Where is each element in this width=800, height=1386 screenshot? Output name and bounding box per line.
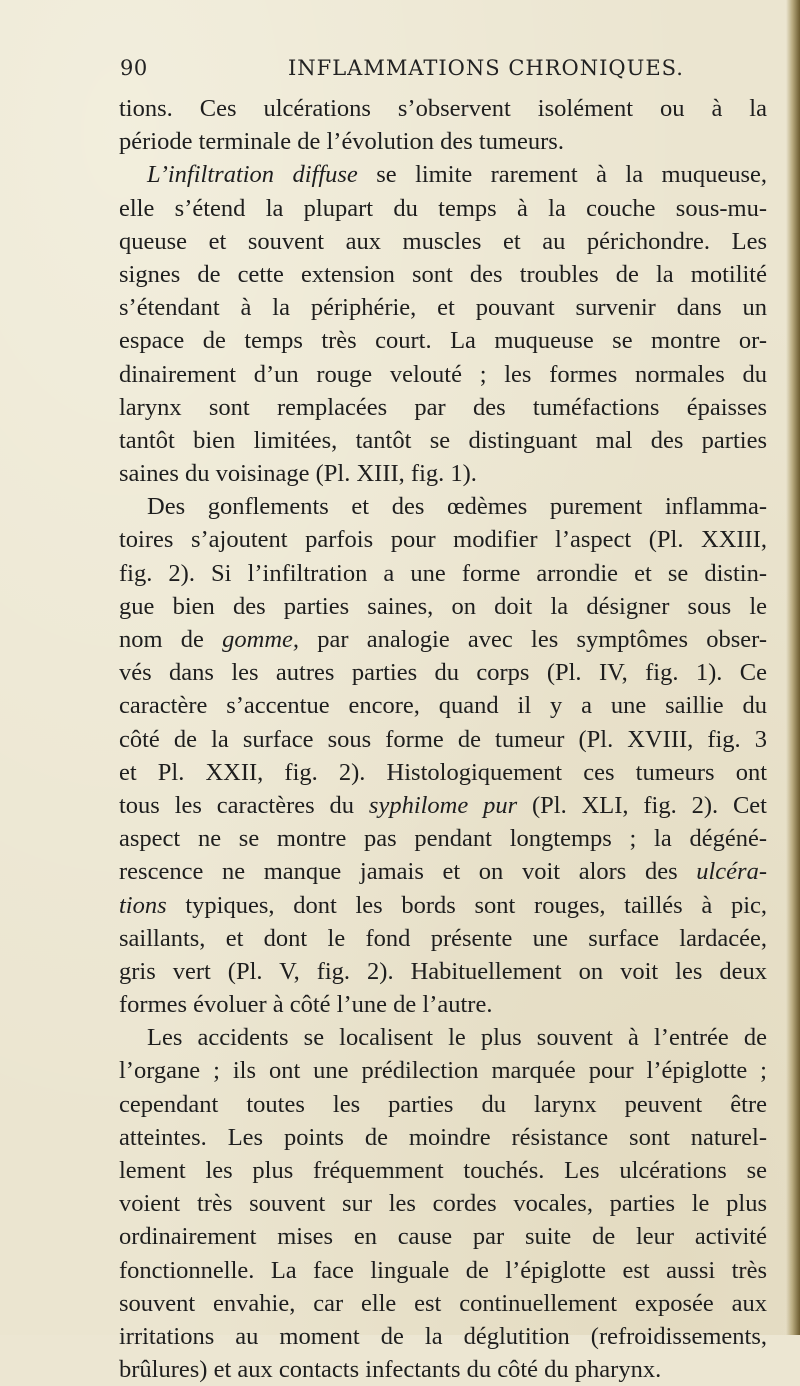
text-line: tions. Ces ulcérations s’observent isolément ou à la bbox=[119, 95, 767, 122]
text-line: cependant toutes les parties du larynx peuvent être bbox=[119, 1090, 767, 1118]
text-line bbox=[119, 889, 767, 922]
text-line: caractère s’accentue encore, quand il y a une saillie du bbox=[119, 692, 767, 720]
text-fragment: typiques, dont les bords sont rouges, taillés à pic, bbox=[185, 891, 768, 919]
text-fragment: tous les caractères du bbox=[119, 791, 355, 819]
text-line: Des gonflements et des œdèmes purement inflamma- bbox=[147, 493, 767, 521]
text-line: elle s’étend la plupart du temps à la couche sous-mu- bbox=[119, 194, 767, 222]
text-line: formes évoluer à côté l’une de l’autre. bbox=[119, 991, 493, 1019]
text-line: queuse et souvent aux muscles et au périchondre. Les bbox=[119, 227, 767, 255]
text-line: brûlures) et aux contacts infectants du côté du pharynx. bbox=[119, 1356, 662, 1384]
text-line: saines du voisinage (Pl. XIII, fig. 1). bbox=[119, 460, 477, 488]
text-line: tantôt bien limitées, tantôt se distinguant mal des parties bbox=[119, 426, 767, 454]
text-line: espace de temps très court. La muqueuse se montre or- bbox=[119, 327, 767, 355]
text-line: voient très souvent sur les cordes vocales, parties le plus bbox=[119, 1190, 767, 1218]
page-header bbox=[120, 52, 770, 86]
text-line: larynx sont remplacées par des tuméfactions épaisses bbox=[119, 393, 767, 421]
text-line: aspect ne se montre pas pendant longtemps ; la dégéné- bbox=[119, 825, 767, 853]
book-spine-shadow bbox=[786, 0, 800, 1335]
text-line: Les accidents se localisent le plus souvent à l’entrée de bbox=[147, 1024, 767, 1052]
text-fragment: par analogie avec les symptômes obser- bbox=[317, 626, 768, 653]
running-title: INFLAMMATIONS CHRONIQUES. bbox=[288, 56, 684, 80]
page-number: 90 bbox=[120, 56, 148, 80]
text-line: irritations au moment de la déglutition (refroidissements, bbox=[119, 1322, 767, 1350]
text-line: saillants, et dont le fond présente une surface lardacée, bbox=[119, 924, 767, 952]
text-line: toires s’ajoutent parfois pour modifier l’aspect (Pl. XXIII, bbox=[119, 526, 767, 554]
text-line: dinairement d’un rouge velouté ; les formes normales du bbox=[119, 360, 767, 388]
text-line: s’étendant à la périphérie, et pouvant survenir dans un bbox=[119, 294, 767, 322]
text-line: souvent envahie, car elle est continuellement exposée aux bbox=[119, 1289, 767, 1317]
italic-term: ulcéra- bbox=[696, 858, 767, 886]
text-fragment: (Pl. XLI, fig. 2). Cet bbox=[532, 791, 767, 819]
text-line: période terminale de l’évolution des tumeurs. bbox=[119, 128, 564, 156]
text-line: ordinairement mises en cause par suite de leur activité bbox=[119, 1223, 767, 1251]
text-line: vés dans les autres parties du corps (Pl. IV, fig. 1). Ce bbox=[119, 659, 767, 687]
text-line: l’organe ; ils ont une prédilection marquée pour l’épiglotte ; bbox=[119, 1057, 767, 1085]
text-line: atteintes. Les points de moindre résistance sont naturel- bbox=[119, 1123, 767, 1151]
text-line: fig. 2). Si l’infiltration a une forme arrondie et se distin- bbox=[119, 559, 767, 587]
italic-term: syphilome pur bbox=[368, 791, 518, 819]
text-line: fonctionnelle. La face linguale de l’épiglotte est aussi très bbox=[119, 1256, 767, 1284]
text-line: signes de cette extension sont des troubles de la motilité bbox=[119, 260, 767, 288]
italic-term: tions bbox=[119, 891, 167, 919]
text-fragment: rescence ne manque jamais et on voit alors des bbox=[119, 858, 678, 886]
text-line bbox=[119, 623, 767, 656]
text-fragment: se limite rarement à la muqueuse, bbox=[376, 161, 767, 189]
text-line: côté de la surface sous forme de tumeur (Pl. XVIII, fig. 3 bbox=[119, 725, 767, 753]
text-line bbox=[119, 158, 767, 191]
italic-term: L’infiltration diffuse bbox=[147, 161, 358, 189]
text-line: et Pl. XXII, fig. 2). Histologiquement ces tumeurs ont bbox=[119, 758, 767, 786]
text-line: gue bien des parties saines, on doit la désigner sous le bbox=[119, 592, 767, 620]
text-fragment: nom de bbox=[119, 626, 204, 653]
text-line: lement les plus fréquemment touchés. Les ulcérations se bbox=[119, 1157, 767, 1184]
body-text bbox=[119, 92, 767, 1386]
italic-term: gomme, bbox=[222, 626, 300, 653]
text-line: gris vert (Pl. V, fig. 2). Habituellement on voit les deux bbox=[119, 957, 767, 985]
text-line bbox=[119, 789, 767, 822]
text-line bbox=[119, 855, 767, 888]
